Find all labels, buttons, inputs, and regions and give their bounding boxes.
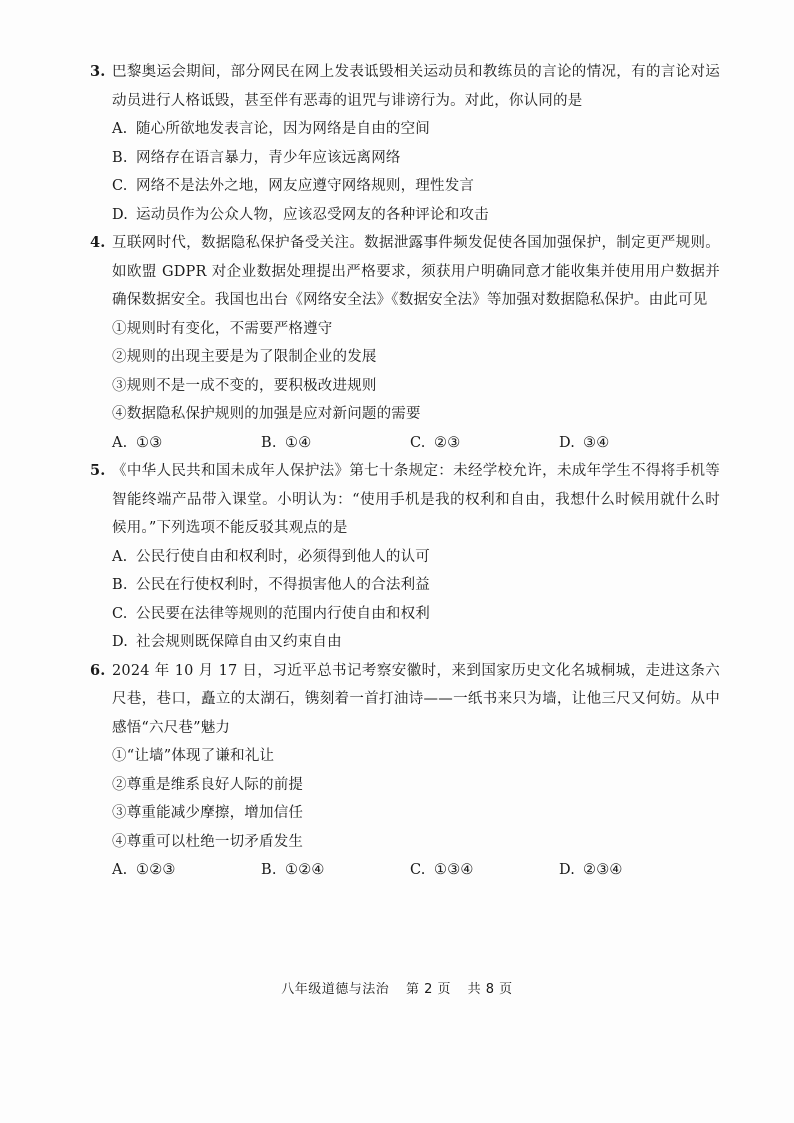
statement-4: ④尊重可以杜绝一切矛盾发生 [112, 833, 304, 850]
page-footer [0, 978, 794, 997]
option-b[interactable]: B. 网络存在语言暴力，青少年应该远离网络 [112, 149, 401, 166]
option-c[interactable]: C. 网络不是法外之地，网友应遵守网络规则，理性发言 [112, 178, 475, 194]
footer-total-pages: 共 8 页 [467, 982, 513, 997]
statement-1: ①规则时有变化，不需要严格遵守 [112, 320, 333, 337]
option-b[interactable]: B. 公民在行使权利时，不得损害他人的合法利益 [112, 577, 430, 593]
statement-3: ③尊重能减少摩擦，增加信任 [112, 805, 304, 821]
statement-2: ②尊重是维系良好人际的前提 [112, 776, 304, 793]
choice-row [90, 429, 720, 458]
question-number: 6. [90, 661, 106, 679]
option-d[interactable]: D. 运动员作为公众人物，应该忍受网友的各种评论和攻击 [112, 206, 489, 223]
footer-subject: 八年级道德与法治 [281, 982, 390, 997]
question-5 [90, 457, 720, 657]
choice-b[interactable]: B. ①②④ [261, 862, 325, 878]
choice-a[interactable]: A. ①②③ [112, 862, 176, 878]
option-c[interactable]: C. 公民要在法律等规则的范围内行使自由和权利 [112, 605, 430, 622]
question-text: 互联网时代，数据隐私保护备受关注。数据泄露事件频发促使各国加强保护，制定更严规则。如欧盟 GDPR 对企业数据处理提出严格要求，须获用户明确同意才能收集并使用用户数据并确保数据安全。我国也出台《网络安全法》《数据安全法》等加强对数据隐私保护。由此可见 [112, 235, 720, 308]
option-d[interactable]: D. 社会规则既保障自由又约束自由 [112, 634, 342, 650]
question-number: 3. [90, 63, 106, 80]
question-text: 巴黎奥运会期间，部分网民在网上发表诋毁相关运动员和教练员的言论的情况，有的言论对运动员进行人格诋毁，甚至伴有恶毒的诅咒与诽谤行为。对此，你认同的是 [112, 64, 720, 109]
choice-row [90, 856, 720, 885]
question-number: 5. [90, 462, 106, 479]
question-stem [90, 657, 720, 743]
question-stem [90, 229, 720, 315]
question-3 [90, 58, 720, 229]
choice-d[interactable]: D. ③④ [559, 434, 610, 451]
choice-c[interactable]: C. ①③④ [410, 862, 474, 878]
question-6 [90, 657, 720, 885]
option-a[interactable]: A. 随心所欲地发表言论，因为网络是自由的空间 [112, 121, 430, 137]
question-number: 4. [90, 234, 106, 251]
footer-page-number: 第 2 页 [405, 982, 451, 997]
choice-c[interactable]: C. ②③ [410, 434, 461, 451]
question-text: 《中华人民共和国未成年人保护法》第七十条规定：未经学校允许，未成年学生不得将手机等智能终端产品带入课堂。小明认为：“使用手机是我的权利和自由，我想什么时候用就什么时候用。”下列选项不能反驳其观点的是 [112, 463, 720, 536]
statement-2: ②规则的出现主要是为了限制企业的发展 [112, 349, 377, 365]
question-list [90, 58, 720, 885]
question-text: 2024 年 10 月 17 日，习近平总书记考察安徽时，来到国家历史文化名城桐城，走进这条六尺巷，巷口，矗立的太湖石，镌刻着一首打油诗——一纸书来只为墙，让他三尺又何妨。从中感悟“六尺巷”魅力 [112, 662, 720, 736]
statement-1: ①“让墙”体现了谦和礼让 [112, 748, 275, 764]
statement-3: ③规则不是一成不变的，要积极改进规则 [112, 377, 377, 394]
choice-a[interactable]: A. ①③ [112, 434, 163, 451]
choice-d[interactable]: D. ②③④ [559, 862, 623, 878]
choice-b[interactable]: B. ①④ [261, 434, 312, 451]
statement-4: ④数据隐私保护规则的加强是应对新问题的需要 [112, 406, 421, 422]
question-stem [90, 457, 720, 543]
question-4 [90, 229, 720, 457]
option-a[interactable]: A. 公民行使自由和权利时，必须得到他人的认可 [112, 548, 430, 565]
question-stem [90, 58, 720, 115]
